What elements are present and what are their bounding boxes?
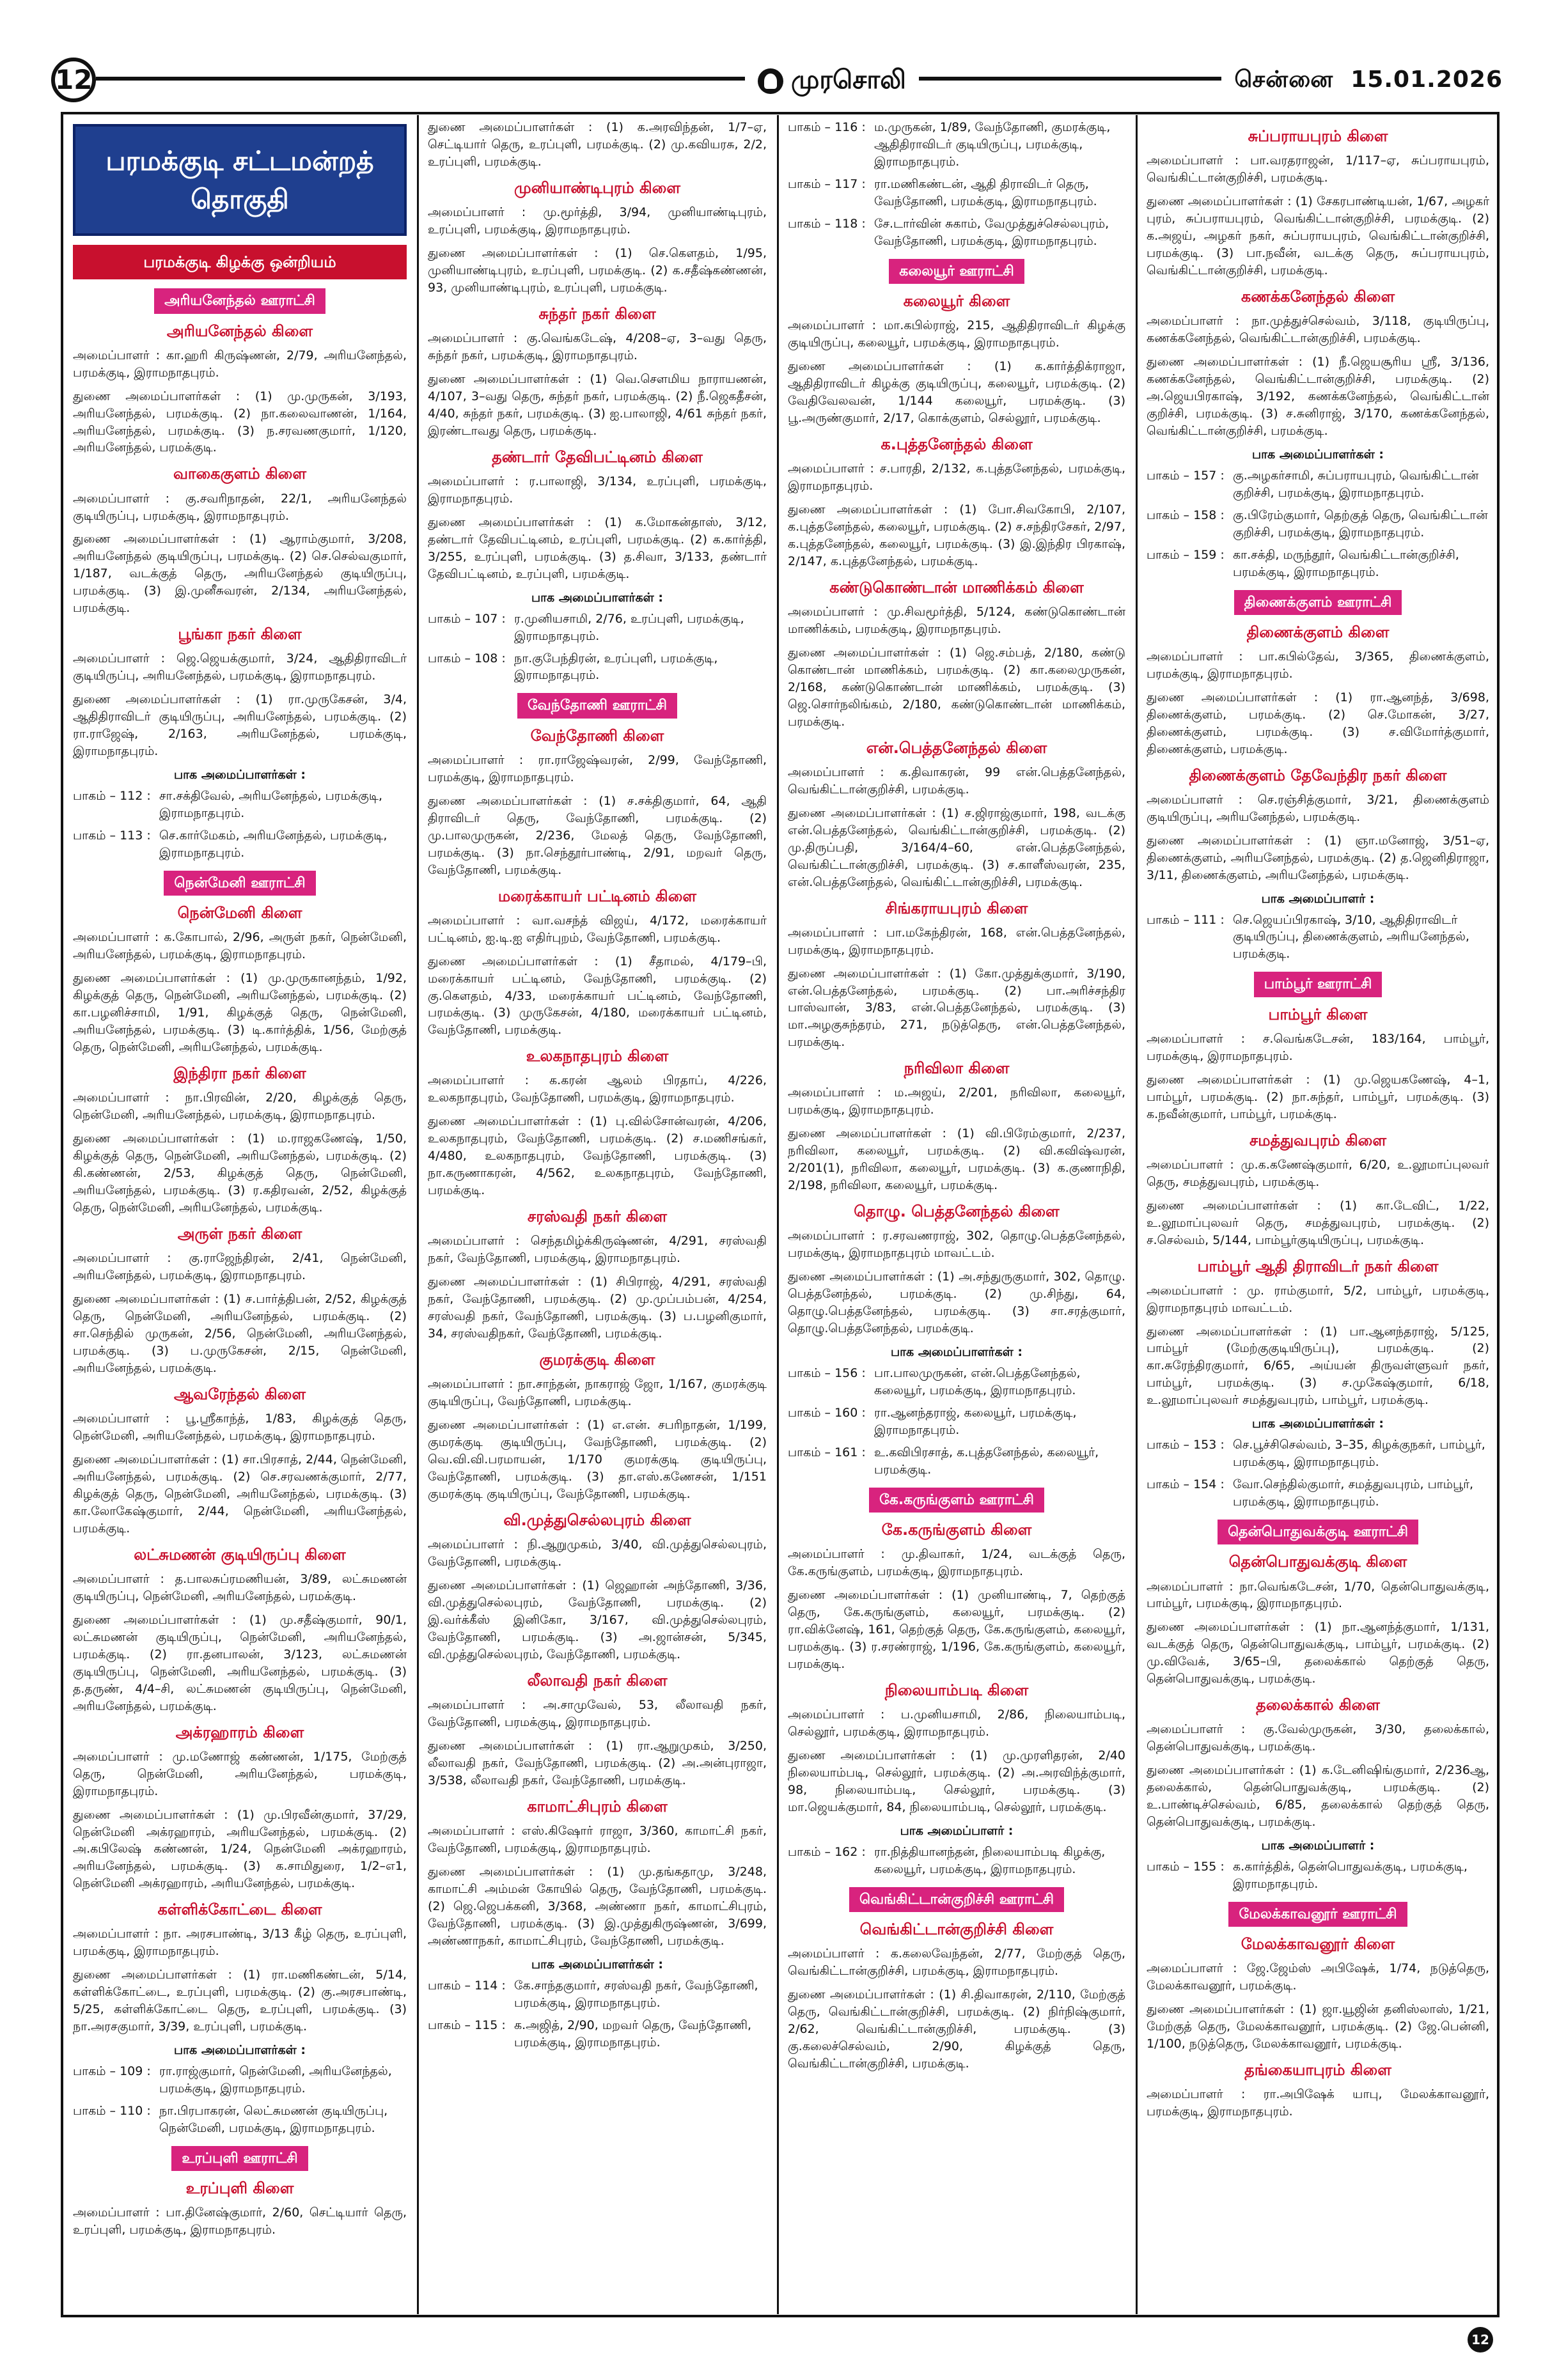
booth-row <box>428 1977 767 2012</box>
branch-heading: சிங்கராயபுரம் கிளை <box>885 899 1028 917</box>
panchayat-tag: பாம்பூர் ஊராட்சி <box>1254 972 1382 997</box>
booth-row <box>1147 1436 1489 1471</box>
booth-row <box>428 650 767 685</box>
branch-heading: தென்பொதுவக்குடி கிளை <box>1228 1553 1407 1571</box>
organizer-entry: அமைப்பாளர் : பா.தினேஷ்குமார், 2/60, செட்டியார் தெரு, உரப்புளி, பரமக்குடி, இராமநாதபுரம். <box>73 2205 407 2237</box>
booth-number: பாகம் – 156 : <box>788 1366 866 1381</box>
booth-number: பாகம் – 114 : <box>428 1978 506 1993</box>
branch-heading: மரைக்காயர் பட்டினம் கிளை <box>497 887 697 905</box>
booth-organizers-title: பாக அமைப்பாளர் : <box>900 1823 1014 1838</box>
deputy-organizers-entry: துணை அமைப்பாளர்கள் : (1) ம.ராஜகணேஷ், 1/50, கிழக்குத் தெரு, நென்மேனி, அரியனேந்தல், பரமக்குடி. (2) கி.கண்ணன், 2/53, கிழக்குத் தெரு, நென்மேனி, அரியனேந்தல், பரமக்குடி. (3) ர.கதிரவன், 2/52, கிழக்குத் தெரு, நென்மேனி, அரியனேந்தல், பரமக்குடி. <box>73 1132 407 1215</box>
branch-heading: அக்ரஹாரம் கிளை <box>175 1723 304 1741</box>
deputy-organizers-entry: துணை அமைப்பாளர்கள் : (1) பு.வில்சோன்வரன், 4/206, உலகநாதபுரம், வேந்தோணி, பரமக்குடி. (2) ச.மணிசங்கர், 4/480, உலகநாதபுரம், வேந்தோணி, பரமக்குடி. (3) நா.கருணாகரன், 4/562, உலகநாதபுரம், வேந்தோணி, பரமக்குடி. <box>428 1114 767 1198</box>
panchayat-tag: நென்மேனி ஊராட்சி <box>164 871 315 896</box>
branch-heading: அருள் நகர் கிளை <box>177 1225 302 1243</box>
organizer-entry: அமைப்பாளர் : க.கோபால், 2/96, அருள் நகர், நென்மேனி, அரியனேந்தல், பரமக்குடி, இராமநாதபுரம். <box>73 930 407 962</box>
booth-organizer: நா.பிரபாகரன், லெட்சுமணன் குடியிருப்பு, நென்மேனி, பரமக்குடி, இராமநாதபுரம். <box>159 2104 388 2136</box>
organizer-entry: அமைப்பாளர் : ஜே.ஜேம்ஸ் அபிஷேக், 1/74, நடுத்தெரு, மேலக்காவனூர், பரமக்குடி. <box>1147 1961 1489 1993</box>
booth-number: பாகம் – 111 : <box>1147 912 1225 927</box>
organizer-entry: அமைப்பாளர் : நா. அரசபாண்டி, 3/13 கீழ் தெரு, உரப்புளி, பரமக்குடி, இராமநாதபுரம். <box>73 1927 407 1959</box>
organizer-entry: அமைப்பாளர் : ஜெ.ஜெயக்குமார், 3/24, ஆதிதிராவிடர் குடியிருப்பு, அரியனேந்தல், பரமக்குடி, இராமநாதபுரம். <box>73 651 407 683</box>
deputy-organizers-entry: துணை அமைப்பாளர்கள் : (1) ரா.ஆனந்த், 3/698, திணைக்குளம், பரமக்குடி. (2) செ.மோகன், 3/27, திணைக்குளம், பரமக்குடி. (3) ச.விமோர்த்குமார், திணைக்குளம், பரமக்குடி. <box>1147 690 1489 756</box>
booth-organizers-title: பாக அமைப்பாளர்கள் : <box>1251 1417 1384 1431</box>
deputy-organizers-entry: துணை அமைப்பாளர்கள் : (1) கா.டேவிட், 1/22, உ.லூமாப்புலவர் தெரு, சமத்துவபுரம், பரமக்குடி. (2) ச.செல்வம், 5/144, பாம்பூர்குடியிருப்பு, பரமக்குடி. <box>1147 1198 1489 1247</box>
booth-organizers-title: பாக அமைப்பாளர்கள் : <box>531 590 663 605</box>
organizer-entry: அமைப்பாளர் : ம.அஜய், 2/201, நரிவிலா, கலையூர், பரமக்குடி, இராமநாதபுரம். <box>788 1085 1125 1117</box>
branch-heading: தங்கையாபுரம் கிளை <box>1244 2061 1391 2080</box>
deputy-organizers-entry: துணை அமைப்பாளர்கள் : (1) ரா.முருகேசன், 3/4, ஆதிதிராவிடர் குடியிருப்பு, அரியனேந்தல், பரமக்குடி. (2) ரா.ராஜேஷ், 2/163, அரியனேந்தல், பரமக்குடி, இராமநாதபுரம். <box>73 692 407 759</box>
booth-organizer: ரா.ராஜ்குமார், நென்மேனி, அரியனேந்தல், பரமக்குடி, இராமநாதபுரம். <box>159 2064 392 2096</box>
organizer-entry: அமைப்பாளர் : ச.வெங்கடேசன், 183/164, பாம்பூர், பரமக்குடி, இராமநாதபுரம். <box>1147 1031 1489 1063</box>
deputy-organizers-entry: துணை அமைப்பாளர்கள் : (1) ச.சக்திகுமார், 64, ஆதி திராவிடர் தெரு, வேந்தோணி, பரமக்குடி. (2) மு.பாலமுருகன், 2/236, மேலத் தெரு, வேந்தோணி, பரமக்குடி. (3) நா.செந்தூர்பாண்டி, 2/91, மறவர் தெரு, வேந்தோணி, பரமக்குடி. <box>428 793 767 877</box>
booth-organizer: க.கார்த்திக், தென்பொதுவக்குடி, பரமக்குடி, இராமநாதபுரம். <box>1233 1860 1468 1892</box>
booth-number: பாகம் – 153 : <box>1147 1438 1225 1452</box>
deputy-organizers-entry: துணை அமைப்பாளர்கள் : (1) ரா.மணிகண்டன், 5/14, கள்ளிக்கோட்டை, உரப்புளி, பரமக்குடி. (2) கு.அரசபாண்டி, 5/25, கள்ளிக்கோட்டை தெரு, உரப்புளி, பரமக்குடி. (3) நா.அரசகுமார், 3/39, உரப்புளி, பரமக்குடி. <box>73 1968 407 2034</box>
organizer-entry: அமைப்பாளர் : எஸ்.கிஷோர் ராஜா, 3/360, காமாட்சி நகர், வேந்தோணி, பரமக்குடி, இராமநாதபுரம். <box>428 1823 767 1855</box>
deputy-organizers-entry: துணை அமைப்பாளர்கள் : (1) சி.திவாகரன், 2/110, மேற்குத் தெரு, வெங்கிட்டான்குறிச்சி, பரமக்குடி. (2) நிர்நிஷ்குமார், 2/62, வெங்கிட்டான்குறிச்சி, பரமக்குடி. (3) கு.கலைச்செல்வம், 2/90, கிழக்குத் தெரு, வெங்கிட்டான்குறிச்சி, பரமக்குடி. <box>788 1987 1125 2071</box>
branch-heading: பூங்கா நகர் கிளை <box>178 625 302 644</box>
deputy-organizers-entry: துணை அமைப்பாளர்கள் : (1) மு.முருகன், 3/193, அரியனேந்தல், பரமக்குடி. (2) நா.கலைவாணன், 1/164, அரியனேந்தல், பரமக்குடி. (3) ந.சரவணகுமார், 1/120, அரியனேந்தல், பரமக்குடி. <box>73 389 407 455</box>
organizer-entry: அமைப்பாளர் : கா.ஹரி கிருஷ்ணன், 2/79, அரியனேந்தல், பரமக்குடி, இராமநாதபுரம். <box>73 348 407 380</box>
branch-heading: முனியாண்டிபுரம் கிளை <box>513 178 681 197</box>
column-1 <box>64 115 416 2314</box>
booth-row <box>428 611 767 645</box>
deputy-organizers-entry: துணை அமைப்பாளர்கள் : (1) எ.என். சபரிநாதன், 1/199, குமரக்குடி குடியிருப்பு, வேந்தோணி, பரமக்குடி. (2) வெ.வி.வி.பரமாயன், 1/170 குமரக்குடி குடியிருப்பு, வேந்தோணி, பரமக்குடி. (3) தா.எஸ்.கணேசன், 1/151 குமரக்குடி குடியிருப்பு, வேந்தோணி, பரமக்குடி. <box>428 1418 767 1502</box>
branch-heading: கலையூர் கிளை <box>903 292 1010 311</box>
booth-organizer: உ.கவிபிரசாத், க.புத்தனேந்தல், கலையூர், பரமக்குடி. <box>874 1445 1099 1477</box>
booth-row <box>1147 912 1489 963</box>
branch-heading: வேந்தோணி கிளை <box>530 726 664 745</box>
booth-organizer: பா.பாலமுருகன், என்.பெத்தனேந்தல், கலையூர், பரமக்குடி, இராமநாதபுரம். <box>874 1366 1081 1398</box>
booth-row <box>788 1404 1125 1439</box>
branch-heading: கணக்கனேந்தல் கிளை <box>1241 287 1395 306</box>
booth-number: பாகம் – 116 : <box>788 120 866 134</box>
panchayat-tag: கே.கருங்குளம் ஊராட்சி <box>869 1488 1044 1513</box>
organizer-entry: அமைப்பாளர் : பா.மகேந்திரன், 168, என்.பெத்தனேந்தல், பரமக்குடி, இராமநாதபுரம். <box>788 925 1125 957</box>
booth-row <box>428 2017 767 2051</box>
deputy-organizers-entry: துணை அமைப்பாளர்கள் : (1) ஆராம்குமார், 3/208, அரியனேந்தல் குடியிருப்பு, பரமக்குடி. (2) செ.செல்வகுமார், 1/187, வடக்குத் தெரு, அரியனேந்தல் குடியிருப்பு, பரமக்குடி. (3) இ.முனீசுவரன், 2/134, அரியனேந்தல், பரமக்குடி. <box>73 532 407 616</box>
organizer-entry: அமைப்பாளர் : க.திவாகரன், 99 என்.பெத்தனேந்தல், வெங்கிட்டான்குறிச்சி, பரமக்குடி. <box>788 765 1125 797</box>
organizer-entry: அமைப்பாளர் : ரா.ராஜேஷ்வரன், 2/99, வேந்தோணி, பரமக்குடி, இராமநாதபுரம். <box>428 752 767 784</box>
deputy-organizers-entry: துணை அமைப்பாளர்கள் : (1) அ.சந்துருகுமார், 302, தொழு. பெத்தனேந்தல், பரமக்குடி. (2) மு.சிந்து, 64, தொழு.பெத்தனேந்தல், பரமக்குடி. (3) சா.சரத்குமார், தொழு.பெத்தனேந்தல், பரமக்குடி. <box>788 1270 1125 1336</box>
booth-row <box>788 215 1125 250</box>
organizer-entry: அமைப்பாளர் : மு.திவாகர், 1/24, வடக்குத் தெரு, கே.கருங்குளம், பரமக்குடி, இராமநாதபுரம். <box>788 1547 1125 1579</box>
panchayat-tag: உரப்புளி ஊராட்சி <box>171 2146 308 2171</box>
booth-row <box>1147 507 1489 541</box>
masthead-logo-icon <box>758 68 783 94</box>
organizer-entry: அமைப்பாளர் : அ.சாமுவேல், 53, லீலாவதி நகர், வேந்தோணி, பரமக்குடி, இராமநாதபுரம். <box>428 1697 767 1729</box>
branch-heading: கே.கருங்குளம் கிளை <box>881 1521 1032 1539</box>
branch-heading: வாகைகுளம் கிளை <box>173 465 307 483</box>
booth-organizers-title: பாக அமைப்பாளர்கள் : <box>890 1345 1022 1360</box>
booth-number: பாகம் – 160 : <box>788 1406 866 1420</box>
branch-heading: உலகநாதபுரம் கிளை <box>526 1047 669 1066</box>
booth-row <box>1147 547 1489 581</box>
deputy-organizers-entry: துணை அமைப்பாளர்கள் : (1) க.டேனிஷிங்குமார், 2/236ஆ, தலைக்கால், தென்பொதுவக்குடி, பரமக்குடி. (2) உ.பாண்டிச்செல்வம், 6/85, தலைக்கால் தெற்குத் தெரு, தென்பொதுவக்குடி, பரமக்குடி. <box>1147 1763 1489 1830</box>
booth-number: பாகம் – 108 : <box>428 651 506 665</box>
booth-number: பாகம் – 157 : <box>1147 468 1225 483</box>
booth-row <box>1147 1476 1489 1511</box>
organizer-entry: அமைப்பாளர் : பா.கபில்தேவ், 3/365, திணைக்குளம், பரமக்குடி, இராமநாதபுரம். <box>1147 649 1489 681</box>
deputy-organizers-entry: துணை அமைப்பாளர்கள் : (1) பா.ஆனந்தராஜ், 5/125, பாம்பூர் (மேற்குகுடியிருப்பு), பரமக்குடி. (2) கா.சுரேந்திரகுமார், 6/65, அய்யன் திருவள்ளுவர் நகர், பாம்பூர், பரமக்குடி. (3) ச.முகேஷ்குமார், 6/18, உ.லூமாப்புலவர் சமத்துவபுரம், பாம்பூர், பரமக்குடி. <box>1147 1324 1489 1408</box>
organizer-entry: அமைப்பாளர் : ச.பாரதி, 2/132, க.புத்தனேந்தல், பரமக்குடி, இராமநாதபுரம். <box>788 461 1125 493</box>
panchayat-tag: அரியனேந்தல் ஊராட்சி <box>154 288 325 313</box>
deputy-organizers-entry: துணை அமைப்பாளர்கள் : (1) சேகரபாண்டியன், 1/67, அழகர் புரம், சுப்பராயபுரம், வெங்கிட்டான்குறிச்சி, பரமக்குடி. (2) க.அஜய், அழகர் நகர், சுப்பராயபுரம், வெங்கிட்டான்குறிச்சி, பரமக்குடி. (3) பா.நவீன், வடக்கு தெரு, சுப்பராயபுரம், வெங்கிட்டான்குறிச்சி, பரமக்குடி. <box>1147 194 1489 277</box>
branch-heading: க.புத்தனேந்தல் கிளை <box>881 435 1033 453</box>
booth-number: பாகம் – 118 : <box>788 216 866 231</box>
booth-organizers-title: பாக அமைப்பாளர் : <box>1261 891 1375 906</box>
organizer-entry: அமைப்பாளர் : நா.முத்துச்செல்வம், 3/118, குடியிருப்பு, கணக்கனேந்தல், வெங்கிட்டான்குறிச்சி, பரமக்குடி. <box>1147 313 1489 345</box>
organizer-entry: அமைப்பாளர் : மு.மணோஜ் கண்ணன், 1/175, மேற்குத் தெரு, நென்மேனி, அரியனேந்தல், பரமக்குடி, இராமநாதபுரம். <box>73 1749 407 1798</box>
booth-row <box>788 1444 1125 1479</box>
deputy-organizers-entry: துணை அமைப்பாளர்கள் : (1) ரா.ஆறுமுகம், 3/250, லீலாவதி நகர், வேந்தோணி, பரமக்குடி. (2) அ.அன்புராஜா, 3/538, லீலாவதி நகர், வேந்தோணி, பரமக்குடி. <box>428 1738 767 1787</box>
branch-heading: சுந்தர் நகர் கிளை <box>538 304 656 323</box>
deputy-organizers-entry: துணை அமைப்பாளர்கள் : (1) மு.ஜெயகணேஷ், 4–1, பாம்பூர், பரமக்குடி. (2) நா.சுந்தர், பாம்பூர், பரமக்குடி. (3) க.நவீன்குமார், பாம்பூர், பரமக்குடி. <box>1147 1072 1489 1121</box>
organizer-entry: அமைப்பாளர் : ர.பாலாஜி, 3/134, உரப்புளி, பரமக்குடி, இராமநாதபுரம். <box>428 474 767 506</box>
booth-number: பாகம் – 107 : <box>428 611 506 626</box>
organizer-entry: அமைப்பாளர் : கு.வேல்முருகன், 3/30, தலைக்கால், தென்பொதுவக்குடி, பரமக்குடி. <box>1147 1722 1489 1754</box>
panchayat-tag: திணைக்குளம் ஊராட்சி <box>1234 590 1402 615</box>
dateline <box>1221 58 1503 102</box>
booth-row <box>788 1844 1125 1878</box>
branch-heading: பாம்பூர் ஆதி திராவிடர் நகர் கிளை <box>1197 1257 1439 1275</box>
panchayat-tag: வெங்கிட்டான்குறிச்சி ஊராட்சி <box>849 1887 1064 1912</box>
branch-heading: சுப்பராயபுரம் கிளை <box>1248 127 1388 145</box>
booth-organizer: சா.சக்திவேல், அரியனேந்தல், பரமக்குடி, இராமநாதபுரம். <box>159 789 382 821</box>
booth-number: பாகம் – 158 : <box>1147 508 1225 522</box>
booth-organizer: வோ.செந்தில்குமார், சமத்துவபுரம், பாம்பூர், பரமக்குடி, இராமநாதபுரம். <box>1233 1477 1474 1509</box>
booth-row <box>788 1365 1125 1399</box>
deputy-organizers-entry: துணை அமைப்பாளர்கள் : (1) மு.முருகானந்தம், 1/92, கிழக்குத் தெரு, நென்மேனி, அரியனேந்தல், பரமக்குடி. (2) கா.பழனிச்சாமி, 1/91, கிழக்குத் தெரு, நென்மேனி, அரியனேந்தல், பரமக்குடி. (3) டி.கார்த்திக், 1/56, மேற்குத் தெரு, நென்மேனி, அரியனேந்தல், பரமக்குடி. <box>73 971 407 1055</box>
booth-organizer: ர.முனியசாமி, 2/76, உரப்புளி, பரமக்குடி, இராமநாதபுரம். <box>514 611 744 643</box>
deputy-organizers-entry: துணை அமைப்பாளர்கள் : (1) சீதாமல், 4/179–பி, மரைக்காயர் பட்டினம், வேந்தோணி, பரமக்குடி. (2) கு.கௌதம், 4/33, மரைக்காயர் பட்டினம், வேந்தோணி, பரமக்குடி. (3) முருகேசன், 4/180, மரைக்காயர் பட்டினம், வேந்தோணி, பரமக்குடி. <box>428 954 767 1038</box>
branch-heading: சமத்துவபுரம் கிளை <box>1249 1131 1386 1149</box>
column-2 <box>419 115 776 2314</box>
booth-row <box>73 2063 407 2097</box>
deputy-organizers-entry: துணை அமைப்பாளர்கள் : (1) முனியாண்டி, 7, தெற்குத் தெரு, கே.கருங்குளம், கலையூர், பரமக்குடி. (2) ரா.விக்னேஷ், 161, தெற்குத் தெரு, கே.கருங்குளம், கலையூர், பரமக்குடி. (3) ர.சரண்ராஜ், 1/196, கே.கருங்குளம், கலையூர், பரமக்குடி. <box>788 1588 1125 1672</box>
page-header <box>51 58 1503 102</box>
booth-row <box>1147 1858 1489 1893</box>
booth-organizer: கே.சாந்தகுமார், சரஸ்வதி நகர், வேந்தோணி, பரமக்குடி, இராமநாதபுரம். <box>514 1978 758 2010</box>
organizer-entry: அமைப்பாளர் : க.கலைவேந்தன், 2/77, மேற்குத் தெரு, வெங்கிட்டான்குறிச்சி, பரமக்குடி, இராமநாதபுரம். <box>788 1947 1125 1979</box>
organizer-entry: அமைப்பாளர் : மா.கபில்ராஜ், 215, ஆதிதிராவிடர் கிழக்கு குடியிருப்பு, கலையூர், பரமக்குடி, இராமநாதபுரம். <box>788 318 1125 350</box>
booth-organizers-title: பாக அமைப்பாளர்கள் : <box>173 2043 306 2058</box>
branch-heading: காமாட்சிபுரம் கிளை <box>527 1797 668 1816</box>
booth-organizer: ரா.மணிகண்டன், ஆதி திராவிடர் தெரு, வேந்தோணி, பரமக்குடி, இராமநாதபுரம். <box>874 176 1097 208</box>
panchayat-tag: தென்பொதுவக்குடி ஊராட்சி <box>1218 1520 1418 1544</box>
branch-heading: சரஸ்வதி நகர் கிளை <box>527 1208 668 1226</box>
booth-number: பாகம் – 109 : <box>73 2064 151 2079</box>
branch-heading: நென்மேனி கிளை <box>177 904 302 922</box>
branch-heading: நரிவிலா கிளை <box>904 1059 1010 1078</box>
deputy-organizers-entry: துணை அமைப்பாளர்கள் : (1) செ.கௌதம், 1/95, முனியாண்டிபுரம், உரப்புளி, பரமக்குடி. (2) க.சதீஷ்கண்ணன், 93, முனியாண்டிபுரம், உரப்புளி, பரமக்குடி. <box>428 245 767 295</box>
branch-heading: வி.முத்துசெல்லபுரம் கிளை <box>503 1511 691 1530</box>
organizer-entry: அமைப்பாளர் : வா.வசந்த் விஜய், 4/172, மரைக்காயர் பட்டினம், ஐ.டி.ஐ எதிர்புறம், வேந்தோணி, பரமக்குடி. <box>428 913 767 945</box>
deputy-organizers-entry: துணை அமைப்பாளர்கள் : (1) வி.பிரேம்குமார், 2/237, நரிவிலா, கலையூர், பரமக்குடி. (2) வி.கவிஷ்வரன், 2/201(1), நரிவிலா, கலையூர், பரமக்குடி. (3) க.குணாநிதி, 2/198, நரிவிலா, கலையூர், பரமக்குடி. <box>788 1126 1125 1193</box>
organizer-entry: அமைப்பாளர் : நி.ஆறுமுகம், 3/40, வி.முத்துசெல்லபுரம், வேந்தோணி, பரமக்குடி. <box>428 1537 767 1569</box>
booth-number: பாகம் – 154 : <box>1147 1477 1225 1492</box>
column-3 <box>779 115 1134 2314</box>
deputy-organizers-entry: துணை அமைப்பாளர்கள் : (1) சிபிராஜ், 4/291, சரஸ்வதி நகர், வேந்தோணி, பரமக்குடி. (2) மு.முப்பம்பன், 4/254, சரஸ்வதி நகர், வேந்தோணி, பரமக்குடி. (3) ப.பழனிகுமார், 34, சரஸ்வதிநகர், வேந்தோணி, பரமக்குடி. <box>428 1275 767 1341</box>
organizer-entry: அமைப்பாளர் : மு.சிவமூர்த்தி, 5/124, கண்டுகொண்டான் மாணிக்கம், பரமக்குடி, இராமநாதபுரம். <box>788 604 1125 636</box>
deputy-organizers-entry: துணை அமைப்பாளர்கள் : (1) ச.பார்த்திபன், 2/52, கிழக்குத் தெரு, நென்மேனி, அரியனேந்தல், பரமக்குடி. (2) சா.செந்தில் முருகன், 2/56, நென்மேனி, அரியனேந்தல், பரமக்குடி. (3) ப.முருகேசன், 2/15, நென்மேனி, அரியனேந்தல், பரமக்குடி. <box>73 1292 407 1375</box>
union-banner: பரமக்குடி கிழக்கு ஒன்றியம் <box>73 245 407 279</box>
deputy-organizers-entry: துணை அமைப்பாளர்கள் : (1) க.மோகன்தாஸ், 3/12, தண்டார் தேவிபட்டினம், உரப்புளி, பரமக்குடி. (2) க.கார்த்தி, 3/255, உரப்புளி, பரமக்குடி. (3) த.சிவா, 3/133, தண்டார் தேவிபட்டினம், உரப்புளி, பரமக்குடி. <box>428 515 767 581</box>
booth-organizer: கு.பிரேம்குமார், தெற்குத் தெரு, வெங்கிட்டான் குறிச்சி, பரமக்குடி, இராமநாதபுரம். <box>1233 508 1488 540</box>
deputy-organizers-entry: துணை அமைப்பாளர்கள் : (1) ச.ஜிராஜ்குமார், 198, வடக்கு என்.பெத்தனேந்தல், வெங்கிட்டான்குறிச்சி, பரமக்குடி. (2) மு.திருப்பதி, 3/164/4–60, என்.பெத்தனேந்தல், வெங்கிட்டான்குறிச்சி, பரமக்குடி. (3) ச.காளீஸ்வரன், 235, என்.பெத்தனேந்தல், வெங்கிட்டான்குறிச்சி, பரமக்குடி. <box>788 805 1125 889</box>
deputy-organizers-entry: துணை அமைப்பாளர்கள் : (1) ஜெஹான் அந்தோணி, 3/36, வி.முத்துசெல்லபுரம், வேந்தோணி, பரமக்குடி. (2) இ.வர்க்கீஸ் இனிகோ, 3/167, வி.முத்துசெல்லபுரம், வேந்தோணி, பரமக்குடி. (3) அ.ஜான்சன், 5/345, வி.முத்துசெல்லபுரம், வேந்தோணி, பரமக்குடி. <box>428 1578 767 1661</box>
booth-organizer: ரா.ஆனந்தராஜ், கலையூர், பரமக்குடி, இராமநாதபுரம். <box>874 1406 1077 1438</box>
organizer-entry: அமைப்பாளர் : பூ.ஸ்ரீகாந்த், 1/83, கிழக்குத் தெரு, நென்மேனி, அரியனேந்தல், பரமக்குடி, இராமநாதபுரம். <box>73 1411 407 1443</box>
organizer-entry: அமைப்பாளர் : மு. ராம்குமார், 5/2, பாம்பூர், பரமக்குடி, இராமநாதபுரம் மாவட்டம். <box>1147 1283 1489 1315</box>
branch-heading: நிலையாம்படி கிளை <box>884 1681 1029 1700</box>
deputy-organizers-entry: துணை அமைப்பாளர்கள் : (1) ஜா.யூஜின் தனிஸ்லாஸ், 1/21, மேற்குத் தெரு, மேலக்காவனூர், பரமக்குடி. (2) ஜே.பென்னி, 1/100, நடுத்தெரு, மேலக்காவனூர், பரமக்குடி. <box>1147 2002 1489 2051</box>
branch-heading: தொழு. பெத்தனேந்தல் கிளை <box>854 1202 1060 1221</box>
branch-heading: கண்டுகொண்டான் மாணிக்கம் கிளை <box>829 578 1084 596</box>
booth-organizer: ம.முருகன், 1/89, வேந்தோணி, குமரக்குடி, ஆதிதிராவிடர் குடியிருப்பு, பரமக்குடி, இராமநாதபுரம். <box>874 120 1111 169</box>
deputy-organizers-entry: துணை அமைப்பாளர்கள் : (1) நா.ஆனந்த்குமார், 1/131, வடக்குத் தெரு, தென்பொதுவக்குடி, பாம்பூர், பரமக்குடி. (2) மு.விவேக், 3/65–பி, தலைக்கால் தெற்குத் தெரு, தென்பொதுவக்குடி, பரமக்குடி. <box>1147 1620 1489 1686</box>
panchayat-tag: வேந்தோணி ஊராட்சி <box>517 693 677 718</box>
booth-organizer: க.அஜித், 2/90, மறவர் தெரு, வேந்தோணி, பரமக்குடி, இராமநாதபுரம். <box>514 2018 752 2049</box>
organizer-entry: அமைப்பாளர் : மு.க.கணேஷ்குமார், 6/20, உ.லூமாப்புலவர் தெரு, சமத்துவபுரம், பரமக்குடி. <box>1147 1157 1489 1189</box>
branch-heading: உரப்புளி கிளை <box>185 2179 294 2198</box>
organizer-entry: அமைப்பாளர் : நா.வெங்கடேசன், 1/70, தென்பொதுவக்குடி, பாம்பூர், பரமக்குடி, இராமநாதபுரம். <box>1147 1579 1489 1611</box>
organizer-entry: அமைப்பாளர் : க.கரன் ஆலம் பிரதாப், 4/226, உலகநாதபுரம், வேந்தோணி, பரமக்குடி, இராமநாதபுரம். <box>428 1073 767 1105</box>
booth-number: பாகம் – 113 : <box>73 828 151 843</box>
organizer-entry: அமைப்பாளர் : ப.முனியசாமி, 2/86, நிலையாம்படி, செல்லூர், பரமக்குடி, இராமநாதபுரம். <box>788 1707 1125 1739</box>
organizer-entry: அமைப்பாளர் : நா.சாந்தன், நாகராஜ் ஜோ, 1/167, குமரக்குடி குடியிருப்பு, வேந்தோணி, பரமக்குடி. <box>428 1377 767 1409</box>
deputy-organizers-entry: துணை அமைப்பாளர்கள் : (1) கோ.முத்துக்குமார், 3/190, என்.பெத்தனேந்தல், பரமக்குடி. (2) பா.அரிச்சந்திர பாஸ்வான், 3/83, என்.பெத்தனேந்தல், பரமக்குடி. (3) மா.அழகுசுந்தரம், 271, நடுத்தெரு, என்.பெத்தனேந்தல், பரமக்குடி. <box>788 966 1125 1050</box>
organizer-entry: அமைப்பாளர் : மு.மூர்த்தி, 3/94, முனியாண்டிபுரம், உரப்புளி, பரமக்குடி, இராமநாதபுரம். <box>428 205 767 237</box>
organizer-entry: அமைப்பாளர் : கு.சவரிநாதன், 22/1, அரியனேந்தல் குடியிருப்பு, பரமக்குடி, இராமநாதபுரம். <box>73 491 407 523</box>
booth-row <box>1147 467 1489 502</box>
booth-organizer: செ.ஜெயப்பிரகாஷ், 3/10, ஆதிதிராவிடர் குடியிருப்பு, திணைக்குளம், அரியனேந்தல், பரமக்குடி. <box>1233 912 1469 961</box>
booth-organizer: கா.சக்தி, மருந்தூர், வெங்கிட்டான்குறிச்சி, பரமக்குடி, இராமநாதபுரம். <box>1233 547 1459 579</box>
branch-heading: மேலக்காவனூர் கிளை <box>1241 1935 1395 1954</box>
column-4 <box>1138 115 1498 2314</box>
booth-number: பாகம் – 161 : <box>788 1445 866 1459</box>
booth-number: பாகம் – 112 : <box>73 789 151 804</box>
booth-row <box>73 2103 407 2137</box>
booth-organizers-title: பாக அமைப்பாளர்கள் : <box>531 1957 663 1972</box>
branch-heading: தண்டார் தேவிபட்டினம் கிளை <box>492 447 703 466</box>
deputy-organizers-entry: துணை அமைப்பாளர்கள் : (1) வெ.சௌமிய நாராயணன், 4/107, 3–வது தெரு, சுந்தர் நகர், பரமக்குடி. (2) நீ.ஜெகதீசன், 4/40, சுந்தர் நகர், பரமக்குடி. (3) ஐ.பாலாஜி, 4/61 சுந்தர் நகர், இரண்டாவது தெரு, பரமக்குடி. <box>428 371 767 438</box>
branch-heading: தலைக்கால் கிளை <box>1256 1696 1380 1715</box>
booth-row <box>788 176 1125 210</box>
booth-organizer: சே.டார்வின் சுகாம், வேமுத்துச்செல்லபுரம், வேந்தோணி, பரமக்குடி, இராமநாதபுரம். <box>874 216 1109 248</box>
branch-heading: என்.பெத்தனேந்தல் கிளை <box>866 738 1047 757</box>
masthead <box>745 58 919 102</box>
branch-heading: லீலாவதி நகர் கிளை <box>527 1671 668 1690</box>
booth-organizer: ரா.நித்தியானந்தன், நிலையாம்படி கிழக்கு, கலையூர், பரமக்குடி, இராமநாதபுரம். <box>874 1844 1106 1876</box>
deputy-organizers-entry: துணை அமைப்பாளர்கள் : (1) சா.பிரசாத், 2/44, நென்மேனி, அரியனேந்தல், பரமக்குடி. (2) செ.சரவணக்குமார், 2/77, கிழக்குத் தெரு, நென்மேனி, அரியனேந்தல், பரமக்குடி. (3) கா.லோகேஷ்குமார், 2/44, நென்மேனி, அரியனேந்தல், பரமக்குடி. <box>73 1452 407 1536</box>
deputy-organizers-entry: துணை அமைப்பாளர்கள் : (1) க.கார்த்திக்ராஜா, ஆதிதிராவிடர் கிழக்கு குடியிருப்பு, கலையூர், பரமக்குடி. (2) வேதிவேலவன், 1/144 கலையூர், பரமக்குடி. (3) பூ.அருண்குமார், 2/17, கொக்குளம், செல்லூர், பரமக்குடி. <box>788 359 1125 425</box>
branch-heading: கள்ளிக்கோட்டை கிளை <box>157 1901 322 1919</box>
issue-date: 15.01.2026 <box>1351 66 1503 93</box>
booth-organizer: செ.பூச்சிசெல்வம், 3–35, கிழக்குநகர், பாம்பூர், பரமக்குடி, இராமநாதபுரம். <box>1233 1438 1485 1470</box>
booth-number: பாகம் – 162 : <box>788 1844 866 1859</box>
paper-name: முரசொலி <box>791 65 906 95</box>
organizer-entry: அமைப்பாளர் : ர.சரவணராஜ், 302, தொழு.பெத்தனேந்தல், பரமக்குடி, இராமநாதபுரம் மாவட்டம். <box>788 1229 1125 1261</box>
organizer-entry: அமைப்பாளர் : நா.பிரவின், 2/20, கிழக்குத் தெரு, நென்மேனி, அரியனேந்தல், பரமக்குடி, இராமநாதபுரம். <box>73 1091 407 1123</box>
organizer-entry: அமைப்பாளர் : ரா.அபிஷேக் யாபு, மேலக்காவனூர், பரமக்குடி, இராமநாதபுரம். <box>1147 2087 1489 2119</box>
branch-heading: அரியனேந்தல் கிளை <box>166 322 313 340</box>
booth-number: பாகம் – 117 : <box>788 176 866 191</box>
deputy-organizers-entry: துணை அமைப்பாளர்கள் : (1) மு.முரளிதரன், 2/40 நிலையாம்படி, செல்லூர், பரமக்குடி. (2) அ.அரவிந்த்குமார், 98, நிலையாம்படி, செல்லூர், பரமக்குடி. (3) மா.ஜெயக்குமார், 84, நிலையாம்படி, செல்லூர், பரமக்குடி. <box>788 1748 1125 1814</box>
deputy-organizers-entry: துணை அமைப்பாளர்கள் : (1) மு.சதீஷ்குமார், 90/1, லட்சுமணன் குடியிருப்பு, நென்மேனி, அரியனேந்தல், பரமக்குடி. (2) ரா.தனபாலன், 3/123, லட்சுமணன் குடியிருப்பு, நென்மேனி, அரியனேந்தல், பரமக்குடி. (3) த.தருண், 4/4–சி, லட்சுமணன் குடியிருப்பு, நென்மேனி, அரியனேந்தல், பரமக்குடி. <box>73 1612 407 1713</box>
branch-heading: திணைக்குளம் தேவேந்திர நகர் கிளை <box>1189 766 1447 784</box>
branch-heading: பாம்பூர் கிளை <box>1268 1005 1368 1023</box>
deputy-organizers-entry: துணை அமைப்பாளர்கள் : (1) நீ.ஜெயசூரிய ஸ்ரீ, 3/136, கணக்கனேந்தல், வெங்கிட்டான்குறிச்சி, பரமக்குடி. (2) அ.ஜெயபிரகாஷ், 3/192, கணக்கனேந்தல், வெங்கிட்டான் குறிச்சி, பரமக்குடி. (3) ச.சுனிராஜ், 3/170, கணக்கனேந்தல், வெங்கிட்டான்குறிச்சி, பரமக்குடி. <box>1147 354 1489 438</box>
organizer-entry: அமைப்பாளர் : பா.வரதராஜன், 1/117–ஏ, சுப்பராயபுரம், வெங்கிட்டான்குறிச்சி, பரமக்குடி. <box>1147 153 1489 185</box>
deputy-organizers-entry: துணை அமைப்பாளர்கள் : (1) போ.சிவகோபி, 2/107, க.புத்தனேந்தல், கலையூர், பரமக்குடி. (2) ச.சந்திரசேகர், 2/97, க.புத்தனேந்தல், கலையூர், பரமக்குடி. (3) இ.இந்திர பிரகாஷ், 2/147, க.புத்தனேந்தல், பரமக்குடி. <box>788 502 1126 568</box>
booth-organizer: நா.குபேந்திரன், உரப்புளி, பரமக்குடி, இராமநாதபுரம். <box>514 651 718 683</box>
page-number-badge: 12 <box>51 58 96 102</box>
deputy-organizers-entry: துணை அமைப்பாளர்கள் : (1) மு.பிரவீன்குமார், 37/29, நென்மேனி அக்ரஹாரம், அரியனேந்தல், பரமக்குடி. (2) அ.கபிலேஷ் கண்ணன், 1/24, நென்மேனி அக்ரஹாரம், அரியனேந்தல், பரமக்குடி. (3) க.சாமிதுரை, 1/2–எ1, நென்மேனி அக்ரஹாரம், அரியனேந்தல், பரமக்குடி. <box>73 1807 407 1891</box>
organizer-entry: அமைப்பாளர் : செந்தமிழ்க்கிருஷ்ணன், 4/291, சரஸ்வதி நகர், வேந்தோணி, பரமக்குடி, இராமநாதபுரம். <box>428 1234 767 1266</box>
panchayat-tag: மேலக்காவனூர் ஊராட்சி <box>1228 1902 1407 1927</box>
booth-row <box>73 788 407 822</box>
booth-organizer: செ.கார்மேகம், அரியனேந்தல், பரமக்குடி, இராமநாதபுரம். <box>159 828 388 860</box>
booth-organizers-title: பாக அமைப்பாளர்கள் : <box>1251 447 1384 462</box>
booth-number: பாகம் – 159 : <box>1147 547 1225 562</box>
booth-organizer: கு.அழகர்சாமி, சுப்பராயபுரம், வெங்கிட்டான் குறிச்சி, பரமக்குடி, இராமநாதபுரம். <box>1233 468 1479 500</box>
booth-number: பாகம் – 110 : <box>73 2104 151 2119</box>
branch-heading: வெங்கிட்டான்குறிச்சி கிளை <box>859 1920 1054 1939</box>
booth-organizers-title: பாக அமைப்பாளர்கள் : <box>173 768 306 782</box>
organizer-entry: அமைப்பாளர் : கு.ராஜேந்திரன், 2/41, நென்மேனி, அரியனேந்தல், பரமக்குடி, இராமநாதபுரம். <box>73 1251 407 1283</box>
branch-heading: திணைக்குளம் கிளை <box>1246 623 1390 641</box>
deputy-organizers-entry: துணை அமைப்பாளர்கள் : (1) க.அரவிந்தன், 1/7–ஏ, செட்டியார் தெரு, உரப்புளி, பரமக்குடி. (2) மு.கவியரசு, 2/2, உரப்புளி, பரமக்குடி. <box>428 120 767 169</box>
branch-heading: இந்திரா நகர் கிளை <box>173 1064 306 1083</box>
city: சென்னை <box>1234 66 1334 93</box>
deputy-organizers-entry: துணை அமைப்பாளர்கள் : (1) ஜெ.சம்பத், 2/180, கண்டு கொண்டான் மாணிக்கம், பரமக்குடி. (2) கா.கலைமுருகன், 2/168, கண்டுகொண்டான் மாணிக்கம், பரமக்குடி. (3) ஜெ.சொர்நலிங்கம், 2/180, கண்டுகொண்டான் மாணிக்கம், பரமக்குடி. <box>788 645 1125 729</box>
booth-organizers-title: பாக அமைப்பாளர் : <box>1261 1839 1375 1853</box>
booth-row <box>788 119 1125 171</box>
booth-number: பாகம் – 155 : <box>1147 1860 1225 1874</box>
branch-heading: குமரக்குடி கிளை <box>539 1351 655 1369</box>
booth-row <box>73 827 407 862</box>
footer-page-number: 12 <box>1468 2327 1493 2353</box>
organizer-entry: அமைப்பாளர் : த.பாலசுப்ரமணியன், 3/89, லட்சுமணன் குடியிருப்பு, நென்மேனி, அரியனேந்தல், பரமக்குடி. <box>73 1571 407 1603</box>
booth-number: பாகம் – 115 : <box>428 2018 506 2032</box>
branch-heading: லட்சுமணன் குடியிருப்பு கிளை <box>134 1545 346 1564</box>
organizer-entry: அமைப்பாளர் : கு.வெங்கடேஷ், 4/208–ஏ, 3–வது தெரு, சுந்தர் நகர், பரமக்குடி, இராமநாதபுரம். <box>428 331 767 362</box>
constituency-banner: பரமக்குடி சட்டமன்றத் தொகுதி <box>73 124 407 236</box>
deputy-organizers-entry: துணை அமைப்பாளர்கள் : (1) மு.தங்கதாமு, 3/248, காமாட்சி அம்மன் கோயில் தெரு, வேந்தோணி, பரமக்குடி. (2) ஜெ.ஜெபக்கனி, 3/368, அண்ணா நகர், காமாட்சிபுரம், வேந்தோணி, பரமக்குடி. (3) இ.முத்துகிருஷ்ணன், 3/699, அண்ணாநகர், காமாட்சிபுரம், வேந்தோணி, பரமக்குடி. <box>428 1864 767 1948</box>
branch-heading: ஆவரேந்தல் கிளை <box>173 1385 306 1403</box>
organizer-entry: அமைப்பாளர் : செ.ரஞ்சித்குமார், 3/21, திணைக்குளம் குடியிருப்பு, அரியனேந்தல், பரமக்குடி. <box>1147 792 1489 824</box>
panchayat-tag: கலையூர் ஊராட்சி <box>889 259 1024 284</box>
deputy-organizers-entry: துணை அமைப்பாளர்கள் : (1) ஞா.மனோஜ், 3/51–ஏ, திணைக்குளம், அரியனேந்தல், பரமக்குடி. (2) த.ஜெனிதிராஜா, 3/11, திணைக்குளம், அரியனேந்தல், பரமக்குடி. <box>1147 833 1489 882</box>
